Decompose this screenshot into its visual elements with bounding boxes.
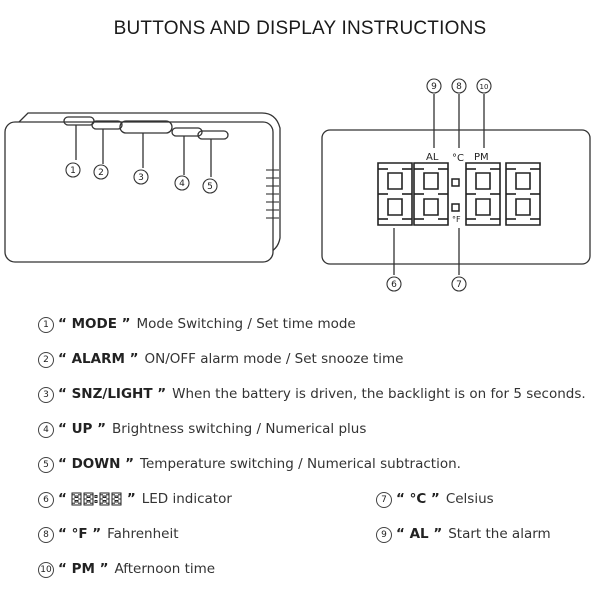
callout-number: 7	[456, 280, 462, 291]
instruction-key: “ AL ”	[396, 526, 443, 542]
instruction-description: When the battery is driven, the backlight is on for 5 seconds.	[172, 386, 586, 402]
callout-number: 6	[391, 280, 397, 291]
instruction-key: “ SNZ/LIGHT ”	[58, 386, 167, 402]
callout-number: 2	[98, 168, 104, 179]
instruction-key: “ °F ”	[58, 526, 102, 542]
instruction-number: 9	[376, 527, 392, 543]
instruction-description: ON/OFF alarm mode / Set snooze time	[144, 351, 404, 367]
callout-number: 5	[207, 182, 213, 193]
instruction-row	[38, 561, 215, 578]
instruction-row	[38, 491, 232, 508]
instruction-number: 10	[38, 562, 54, 578]
callout-number: 10	[479, 83, 489, 92]
instruction-key: “ ALARM ”	[58, 351, 139, 367]
callout-number: 3	[138, 173, 144, 184]
instruction-key: “ UP ”	[58, 421, 107, 437]
mini-colon-dot	[95, 501, 97, 503]
callout-number: 8	[456, 82, 462, 93]
instruction-key: “ MODE ”	[58, 316, 131, 332]
instruction-row	[38, 526, 179, 543]
instruction-row	[38, 316, 356, 333]
quote-open: “	[58, 491, 67, 507]
clock-display-view	[322, 94, 590, 275]
fahrenheit-indicator: °F	[452, 215, 461, 224]
instruction-row	[38, 351, 403, 368]
quote-close: ”	[126, 491, 136, 507]
page-title: BUTTONS AND DISPLAY INSTRUCTIONS	[113, 18, 487, 39]
callout-number: 9	[431, 82, 437, 93]
instruction-number: 3	[38, 387, 54, 403]
instruction-number: 6	[38, 492, 54, 508]
instruction-number: 8	[38, 527, 54, 543]
instruction-number: 1	[38, 317, 54, 333]
instruction-key: “ DOWN ”	[58, 456, 135, 472]
instruction-row	[38, 456, 461, 473]
celsius-indicator: °C	[452, 153, 464, 164]
instruction-description: Start the alarm	[448, 526, 551, 542]
instruction-number: 5	[38, 457, 54, 473]
instruction-description: Temperature switching / Numerical subtraction.	[140, 456, 461, 472]
instruction-number: 4	[38, 422, 54, 438]
pm-indicator: PM	[474, 152, 489, 163]
instruction-key: “ PM ”	[58, 561, 109, 577]
instruction-description: Brightness switching / Numerical plus	[112, 421, 367, 437]
instruction-row	[376, 491, 494, 508]
instruction-description: Fahrenheit	[107, 526, 179, 542]
instruction-key: “ °C ”	[396, 491, 440, 507]
instruction-description: Afternoon time	[114, 561, 216, 577]
instruction-row	[38, 386, 586, 403]
instruction-description: LED indicator	[141, 491, 232, 507]
instruction-description: Celsius	[445, 491, 494, 507]
instruction-description: Mode Switching / Set time mode	[136, 316, 356, 332]
al-indicator: AL	[426, 152, 439, 163]
instruction-key	[58, 491, 136, 507]
instruction-number: 2	[38, 352, 54, 368]
mini-colon-dot	[95, 496, 97, 498]
instruction-row	[376, 526, 551, 543]
led-colon	[452, 179, 459, 211]
instruction-number: 7	[376, 492, 392, 508]
mini-led-display-icon	[70, 492, 124, 506]
callout-number: 4	[179, 179, 185, 190]
instruction-row	[38, 421, 366, 438]
clock-side-view	[5, 113, 280, 262]
callout-number: 1	[70, 166, 76, 177]
